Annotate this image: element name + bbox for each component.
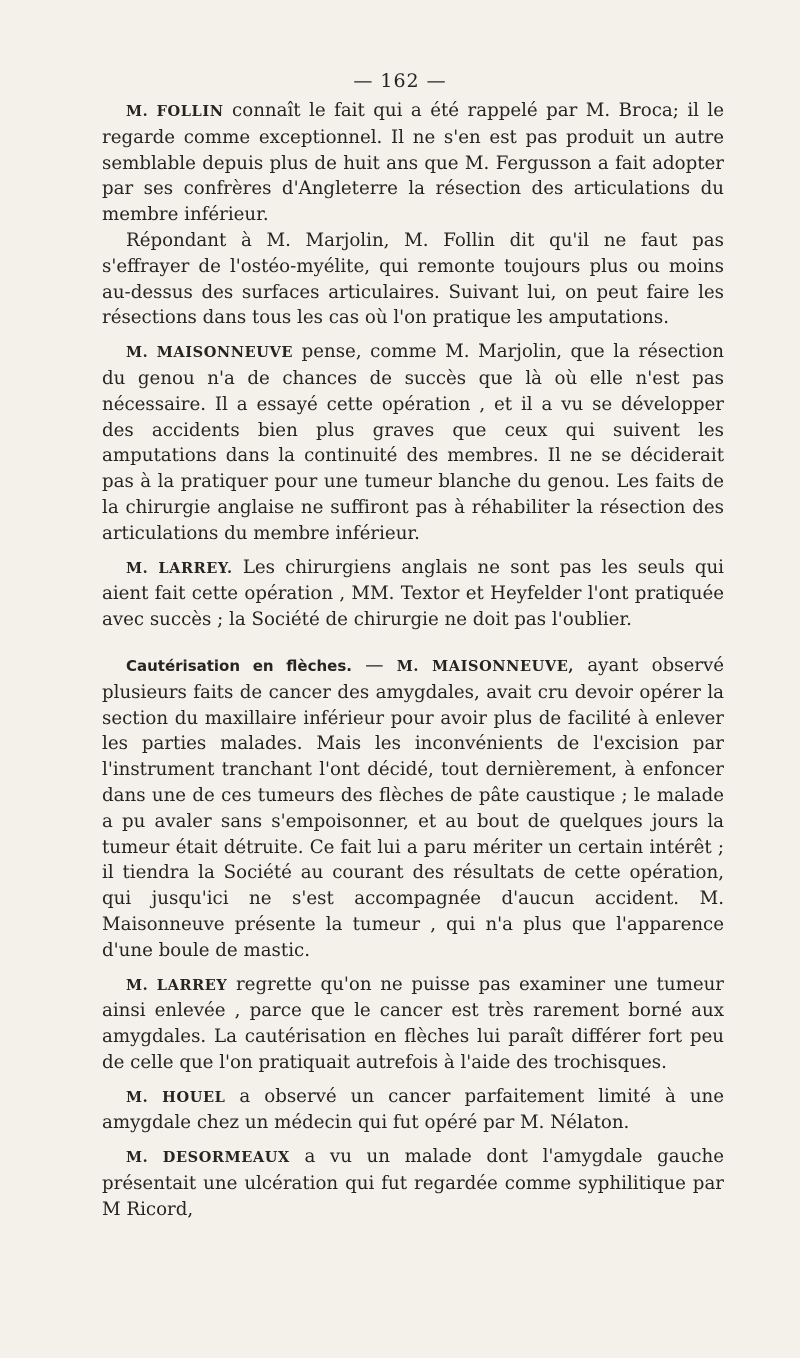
paragraph-houel xyxy=(102,1084,724,1137)
paragraph-text: regrette qu'on ne puisse pas examiner une tumeur ainsi enlevée , parce que le cancer est très rarement borné aux amygdales. La cautérisation en flèches lui paraît différer fort peu de celle que l'on pratiquait autrefois à l'aide des trochisques. xyxy=(102,973,724,1073)
paragraph-text: Répondant à M. Marjolin, M. Follin dit qu'il ne faut pas s'effrayer de l'ostéo-myélite, qui remonte toujours plus ou moins au-dessus des surfaces articulaires. Suivant lui, on peut faire les résections dans tous les cas où l'on pratique les amputations. xyxy=(102,229,724,329)
paragraph-text: connaît le fait qui a été rappelé par M. Broca; il le regarde comme exceptionnel. Il ne s'en est pas produit un autre semblable depuis plus de huit ans que M. Fergusson a fait adopter par ses confrères d'Angleterre la résection des articulations du membre inférieur. xyxy=(102,100,724,226)
paragraph-maisonneuve-1 xyxy=(102,339,724,546)
paragraph-text: a observé un cancer parfaitement limité à une amygdale chez un médecin qui fut opéré par M. Nélaton. xyxy=(102,1085,725,1134)
paragraph-text: Les chirurgiens anglais ne sont pas les seuls qui aient fait cette opération , MM. Textor et Heyfelder l'ont pratiquée avec succès ; la Société de chirurgie ne doit pas l'oublier. xyxy=(102,556,724,631)
speaker-name: M. LARREY. xyxy=(126,559,233,577)
paragraph-larrey-2 xyxy=(102,972,724,1076)
speaker-name: M. LARREY xyxy=(126,976,228,994)
speaker-name: M. MAISONNEUVE, xyxy=(396,657,575,675)
paragraph-follin-1 xyxy=(102,98,724,228)
paragraph-text: ayant observé plusieurs faits de cancer des amygdales, avait cru devoir opérer la section du maxillaire inférieur pour avoir plus de facilité à enlever les parties malades. Mais les inconvénients de l'excision par l'instrument tranchant l'ont décidé, tout dernièrement, à enfoncer dans une de ces tumeurs des flèches de pâte caustique ; le malade a pu avaler sans s'empoisonner, et au bout de quelques jours la tumeur était détruite. Ce fait lui a paru mériter un certain intérêt ; il tiendra la Société au courant des résultats de cette opération, qui jusqu'ici ne s'est accompagnée d'aucun accident. M. Maisonneuve présente la tumeur , qui n'a plus que l'apparence d'une boule de mastic. xyxy=(102,654,724,961)
paragraph-text: pense, comme M. Marjolin, que la résection du genou n'a de chances de succès que là où elle n'est pas nécessaire. Il a essayé cette opération , et il a vu se développer des accidents bien plus graves que ceux qui suivent les amputations dans la continuité des membres. Il ne se déciderait pas à la pratiquer pour une tumeur blanche du genou. Les faits de la chirurgie anglaise ne suffiront pas à réhabiliter la résection des articulations du membre inférieur. xyxy=(102,341,724,544)
speaker-name: M. DESORMEAUX xyxy=(126,1149,290,1167)
body-text xyxy=(102,98,724,1223)
speaker-name: M. MAISONNEUVE xyxy=(126,344,294,362)
speaker-name: M. HOUEL xyxy=(126,1088,226,1106)
speaker-name: M. FOLLIN xyxy=(126,103,224,120)
section-heading: Cautérisation en flèches. xyxy=(126,656,352,675)
paragraph-desormeaux xyxy=(102,1144,724,1222)
paragraph-larrey-1 xyxy=(102,555,724,633)
heading-dash: — xyxy=(351,654,397,676)
paragraph-follin-2 xyxy=(102,228,724,331)
paragraph-text: a vu un malade dont l'amygdale gauche présentait une ulcération qui fut regardée comme syphilitique par M Ricord, xyxy=(102,1146,724,1220)
paragraph-cauterisation xyxy=(102,653,724,964)
page-number: — 162 — xyxy=(353,70,447,92)
